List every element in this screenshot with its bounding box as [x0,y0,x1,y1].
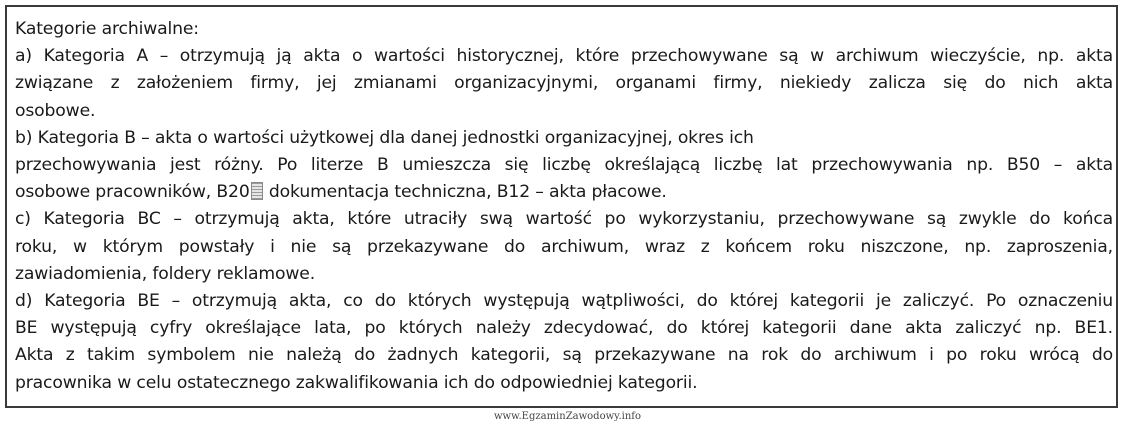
category-b-line-3-after: dokumentacja techniczna, B12 – akta płacowe. [263,182,667,203]
category-bc-line-2: roku, w którym powstały i nie są przekazywane do archiwum, wraz z końcem roku niszczone, np. zaproszenia, [15,236,1113,257]
category-a-line-3: osobowe. [15,100,96,121]
category-a-line-2: związane z założeniem firmy, jej zmianami organizacyjnymi, organami firmy, niekiedy zalicza się do nich akta [15,73,1113,94]
image-artifact-icon [251,182,263,200]
category-bc-line-1: c) Kategoria BC – otrzymują akta, które utraciły swą wartość po wykorzystaniu, przechowywane są zwykle do końca [15,209,1113,230]
category-b-line-2: przechowywania jest różny. Po literze B umieszcza się liczbę określającą liczbę lat przechowywania np. B50 – akta [15,155,1113,176]
category-b-line-3-before: osobowe pracowników, B20 [15,182,250,203]
text-box-frame [5,5,1118,408]
category-a-line-1: a) Kategoria A – otrzymują ją akta o wartości historycznej, które przechowywane są w archiwum wieczyście, np. akta [15,46,1113,67]
category-bc-line-3: zawiadomienia, foldery reklamowe. [15,263,316,284]
category-b-line-3 [15,179,1113,206]
category-be-line-4: pracownika w celu ostatecznego zakwalifikowania ich do odpowiedniej kategorii. [15,372,698,393]
category-be-line-2: BE występują cyfry określające lata, po których należy zdecydować, do której kategorii dane akta zaliczyć np. BE1. [15,318,1113,339]
category-be-line-1: d) Kategoria BE – otrzymują akta, co do których występują wątpliwości, do której kategorii je zaliczyć. Po oznaczeniu [15,291,1113,312]
category-b-line-1: b) Kategoria B – akta o wartości użytkowej dla danej jednostki organizacyjnej, okres ich [15,127,754,148]
watermark: www.EgzaminZawodowy.info [493,411,642,422]
category-be-line-3: Akta z takim symbolem nie należą do żadnych kategorii, są przekazywane na rok do archiwum i po roku wrócą do [15,345,1113,366]
text-box-content [15,16,1113,397]
heading: Kategorie archiwalne: [15,19,199,39]
